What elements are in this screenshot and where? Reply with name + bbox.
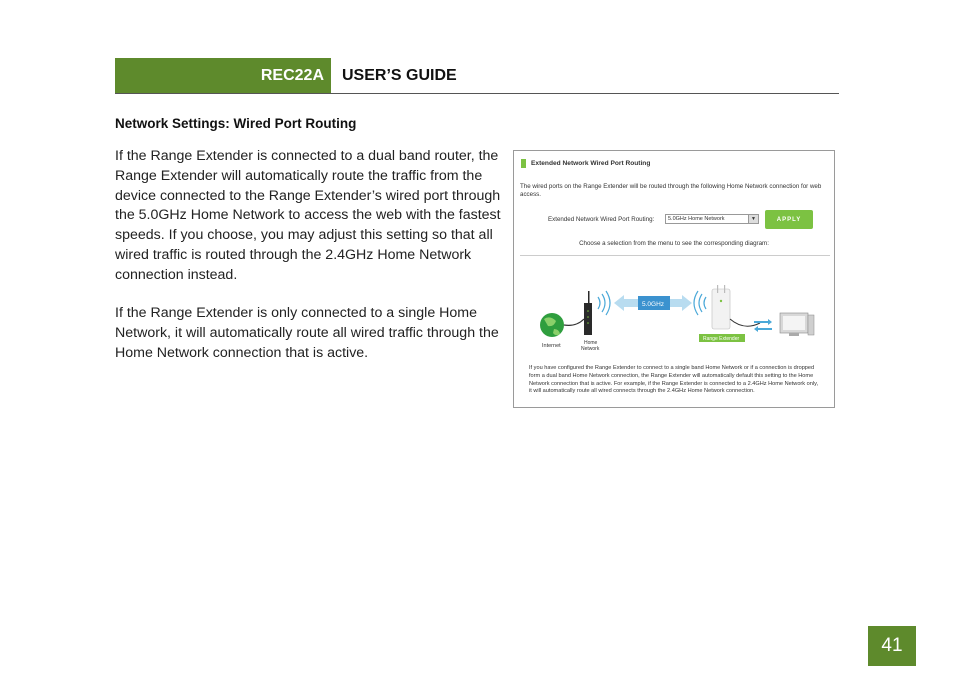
screenshot-title: Extended Network Wired Port Routing [531, 160, 651, 167]
settings-screenshot [513, 150, 835, 408]
router-icon [584, 291, 592, 335]
globe-icon [540, 313, 564, 337]
header-model-badge [115, 58, 331, 93]
routing-select[interactable] [665, 214, 759, 224]
wifi-signal-icon-right [694, 291, 706, 315]
extender-label: Range Extender [703, 336, 740, 342]
paragraph-2: If the Range Extender is only connected to a single Home Network, it will automatically route all wired traffic through the Home Network connection that is active. [115, 305, 499, 361]
traffic-arrows-icon [754, 319, 772, 332]
chevron-down-icon: ▼ [748, 215, 758, 223]
cable-line [564, 319, 584, 325]
screenshot-description: The wired ports on the Range Extender will be routed through the following Home Network connection for web access. [520, 183, 822, 198]
computer-icon [780, 313, 814, 336]
header-model: REC22A [260, 66, 324, 84]
range-extender-icon [712, 285, 730, 329]
home-network-label-2: Network [581, 346, 600, 352]
screenshot-footer: If you have configured the Range Extender to connect to a single band Home Network or if a connection is dropped form a dual band Home Network connection, the Range Extender will automatically default this setting to the Home Network connection that is active. For example, if the Range Extender is connected to a 2.4GHz Home Network only, it will automatically route all wired connects through the 2.4GHz Home Network connection. [529, 365, 819, 395]
wifi-signal-icon [598, 291, 610, 315]
title-accent-bar [521, 159, 526, 168]
internet-label: Internet [542, 343, 561, 349]
header-title: USER’S GUIDE [342, 66, 457, 84]
routing-select-label: Extended Network Wired Port Routing: [548, 216, 655, 223]
page-number: 41 [868, 626, 916, 666]
divider [520, 255, 830, 256]
paragraph-1: If the Range Extender is connected to a dual band router, the Range Extender will automatically route the traffic from the device connected to the Range Extender’s wired port through the 5.0GHz Home Network to access the web with the fastest speeds. If you choose, you may adjust this setting so that all wired traffic is routed through the 2.4GHz Home Network connection instead. [115, 148, 501, 283]
apply-button[interactable]: APPLY [765, 210, 813, 229]
band-label: 5.0GHz [642, 301, 665, 308]
home-network-label-1: Home [584, 340, 598, 346]
routing-diagram [514, 261, 834, 361]
section-title: Network Settings: Wired Port Routing [115, 116, 357, 131]
routing-select-value: 5.0GHz Home Network [668, 216, 725, 222]
header-rule [115, 93, 839, 94]
choose-instruction: Choose a selection from the menu to see the corresponding diagram: [579, 240, 769, 247]
